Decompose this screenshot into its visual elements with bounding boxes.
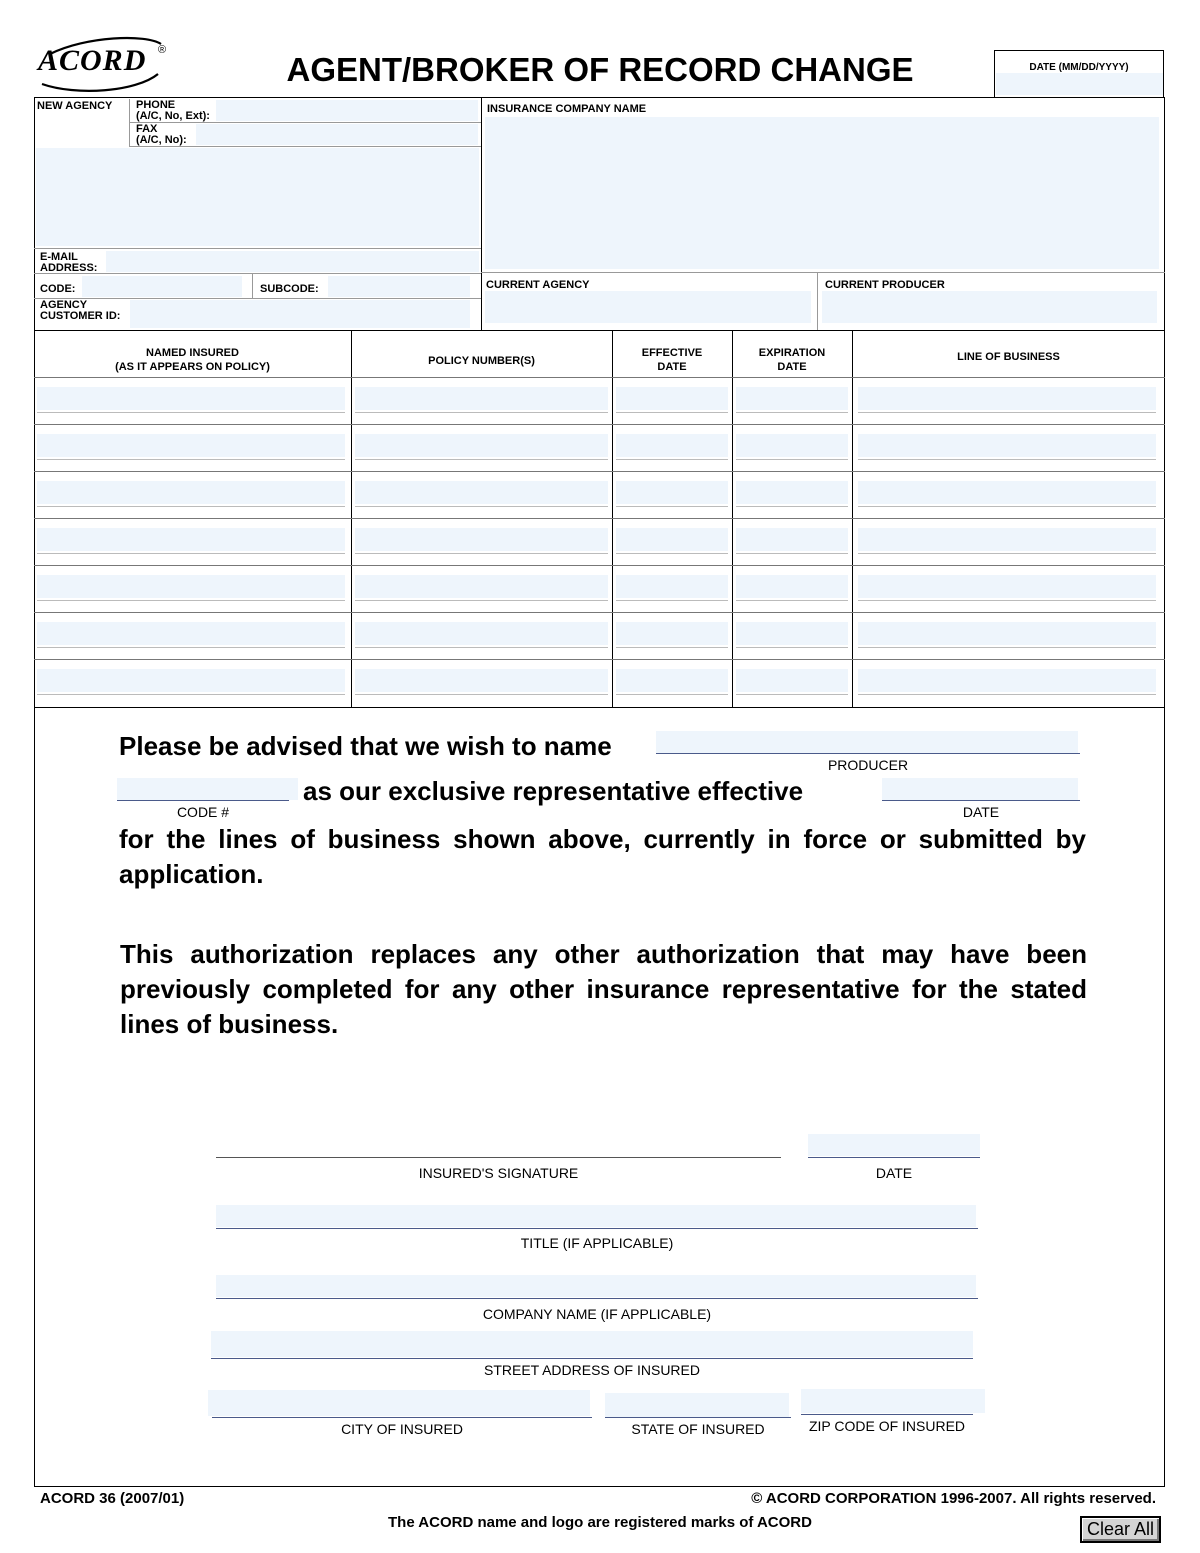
col-header-line-of-business: LINE OF BUSINESS [957, 351, 1060, 363]
named-insured-input[interactable] [37, 575, 345, 598]
cell-underline [858, 506, 1156, 507]
trademark-notice: The ACORD name and logo are registered marks of ACORD [388, 1514, 812, 1531]
signature-date-input[interactable] [808, 1134, 980, 1156]
signature-caption: INSURED'S SIGNATURE [418, 1165, 579, 1181]
copyright: © ACORD CORPORATION 1996-2007. All rights reserved. [751, 1490, 1156, 1507]
form-id: ACORD 36 (2007/01) [40, 1490, 185, 1507]
form-title: AGENT/BROKER OF RECORD CHANGE [286, 51, 914, 88]
phone-sub-label: (A/C, No, Ext): [136, 110, 210, 122]
cell-underline [616, 647, 728, 648]
state-input[interactable] [605, 1393, 789, 1417]
cell-underline [736, 459, 848, 460]
acord-logo [36, 34, 176, 94]
cell-underline [355, 459, 608, 460]
table-row-rule [34, 377, 1165, 378]
line-of-business-input[interactable] [858, 528, 1156, 551]
effective-date-cell-input[interactable] [616, 528, 728, 551]
cell-underline [355, 694, 608, 695]
code-label: CODE: [40, 283, 76, 295]
cell-underline [355, 647, 608, 648]
col-header-effective-date: EFFECTIVE DATE [641, 347, 703, 373]
expiration-date-input[interactable] [736, 622, 848, 645]
statement-line-3: for the lines of business shown above, currently in force or submitted by application. [119, 824, 1086, 889]
email-label-2: ADDRESS: [40, 262, 98, 274]
current-producer-input[interactable] [822, 291, 1157, 323]
col-header-expiration-date: EXPIRATION DATE [758, 347, 826, 373]
line-of-business-input[interactable] [858, 434, 1156, 457]
company-caption: COMPANY NAME (IF APPLICABLE) [482, 1306, 712, 1322]
code-input[interactable] [82, 276, 242, 297]
cell-underline [37, 459, 345, 460]
statement-paragraph-2: This authorization replaces any other authorization that may have been previously completed for any other insurance representative for the stated lines of business. [120, 939, 1087, 1039]
cell-underline [37, 506, 345, 507]
date-label: DATE (MM/DD/YYYY) [1029, 62, 1129, 73]
cell-underline [355, 412, 608, 413]
title-caption: TITLE (IF APPLICABLE) [520, 1235, 674, 1251]
fax-sub-label: (A/C, No): [136, 134, 187, 146]
line-of-business-input[interactable] [858, 481, 1156, 504]
cell-underline [37, 694, 345, 695]
customer-id-label-2: CUSTOMER ID: [40, 310, 121, 322]
expiration-date-input[interactable] [736, 434, 848, 457]
current-agency-input[interactable] [485, 291, 811, 323]
expiration-date-input[interactable] [736, 528, 848, 551]
cell-underline [355, 506, 608, 507]
cell-underline [858, 600, 1156, 601]
cell-underline [858, 647, 1156, 648]
cell-underline [736, 694, 848, 695]
cell-underline [616, 694, 728, 695]
named-insured-input[interactable] [37, 434, 345, 457]
cell-underline [37, 553, 345, 554]
cell-underline [616, 553, 728, 554]
policy-number-input[interactable] [355, 669, 608, 692]
state-caption: STATE OF INSURED [631, 1421, 765, 1437]
table-row-rule [34, 424, 1165, 425]
table-row-rule [34, 471, 1165, 472]
effective-date-input[interactable] [882, 778, 1078, 800]
phone-input[interactable] [216, 100, 478, 121]
expiration-date-input[interactable] [736, 669, 848, 692]
clear-all-button[interactable]: Clear All [1080, 1516, 1161, 1543]
named-insured-input[interactable] [37, 622, 345, 645]
named-insured-input[interactable] [37, 669, 345, 692]
expiration-date-input[interactable] [736, 575, 848, 598]
phone-label: PHONE [136, 99, 176, 111]
cell-underline [858, 459, 1156, 460]
statement-line-2: as our exclusive representative effective [303, 776, 804, 806]
table-row-rule [34, 612, 1165, 613]
named-insured-input[interactable] [37, 481, 345, 504]
insurance-company-input[interactable] [485, 117, 1159, 269]
top-divider [481, 97, 482, 330]
company-name-input[interactable] [216, 1275, 976, 1297]
insurance-company-label: INSURANCE COMPANY NAME [487, 103, 647, 115]
cell-underline [736, 553, 848, 554]
cell-underline [736, 600, 848, 601]
cell-underline [736, 412, 848, 413]
city-caption: CITY OF INSURED [341, 1421, 463, 1437]
col-header-policy-number: POLICY NUMBER(S) [428, 355, 535, 367]
cell-underline [616, 600, 728, 601]
effective-date-cell-input[interactable] [616, 575, 728, 598]
statement-line-1: Please be advised that we wish to name [119, 731, 612, 761]
effective-date-cell-input[interactable] [616, 387, 728, 410]
cell-underline [37, 412, 345, 413]
producer-name-input[interactable] [656, 731, 1078, 753]
cell-underline [37, 647, 345, 648]
effective-date-cell-input[interactable] [616, 622, 728, 645]
cell-underline [858, 412, 1156, 413]
cell-underline [616, 506, 728, 507]
producer-code-input[interactable] [117, 778, 298, 800]
cell-underline [355, 553, 608, 554]
producer-caption: PRODUCER [827, 757, 909, 773]
new-agency-label: NEW AGENCY [37, 100, 113, 112]
line-of-business-input[interactable] [858, 575, 1156, 598]
policy-number-input[interactable] [355, 481, 608, 504]
cell-underline [616, 412, 728, 413]
top-section-bottom-rule [34, 330, 1165, 331]
named-insured-input[interactable] [37, 387, 345, 410]
code-caption: CODE # [176, 804, 230, 820]
cell-underline [616, 459, 728, 460]
cell-underline [736, 647, 848, 648]
effective-date-cell-input[interactable] [616, 669, 728, 692]
effective-date-cell-input[interactable] [616, 434, 728, 457]
city-input[interactable] [208, 1390, 590, 1416]
col-header-named-insured: NAMED INSURED (AS IT APPEARS ON POLICY) [115, 347, 270, 373]
policy-number-input[interactable] [355, 575, 608, 598]
table-row-rule [34, 659, 1165, 660]
cell-underline [858, 553, 1156, 554]
table-row-rule [34, 518, 1165, 519]
expiration-date-input[interactable] [736, 481, 848, 504]
cell-underline [858, 694, 1156, 695]
policy-number-input[interactable] [355, 434, 608, 457]
expiration-date-input[interactable] [736, 387, 848, 410]
line-of-business-input[interactable] [858, 669, 1156, 692]
new-agency-address-input[interactable] [36, 148, 479, 246]
current-producer-label: CURRENT PRODUCER [825, 279, 945, 291]
email-label: E-MAIL [40, 251, 78, 263]
customer-id-label: AGENCY [40, 299, 88, 311]
signature-date-caption: DATE [875, 1165, 913, 1181]
zip-input[interactable] [801, 1389, 985, 1413]
form-date-input[interactable] [996, 73, 1163, 95]
email-input[interactable] [106, 251, 479, 272]
subcode-label: SUBCODE: [260, 283, 319, 295]
named-insured-input[interactable] [37, 528, 345, 551]
registered-mark: ® [158, 44, 167, 56]
cell-underline [736, 506, 848, 507]
title-input[interactable] [216, 1205, 976, 1227]
cell-underline [355, 600, 608, 601]
subcode-input[interactable] [328, 276, 470, 297]
street-caption: STREET ADDRESS OF INSURED [483, 1362, 700, 1378]
effective-date-cell-input[interactable] [616, 481, 728, 504]
zip-caption: ZIP CODE OF INSURED [808, 1418, 966, 1434]
acord-logo-text: ACORD [38, 44, 147, 77]
table-bottom-rule [34, 707, 1165, 708]
policy-number-input[interactable] [355, 387, 608, 410]
date-caption: DATE [962, 804, 1000, 820]
fax-label: FAX [136, 123, 158, 135]
street-address-input[interactable] [211, 1331, 973, 1357]
fax-input[interactable] [196, 124, 478, 145]
line-of-business-input[interactable] [858, 387, 1156, 410]
policy-number-input[interactable] [355, 528, 608, 551]
customer-id-input[interactable] [130, 300, 470, 328]
cell-underline [37, 600, 345, 601]
current-agency-label: CURRENT AGENCY [486, 279, 590, 291]
table-row-rule [34, 565, 1165, 566]
line-of-business-input[interactable] [858, 622, 1156, 645]
policy-number-input[interactable] [355, 622, 608, 645]
signature-line[interactable] [216, 1157, 781, 1158]
